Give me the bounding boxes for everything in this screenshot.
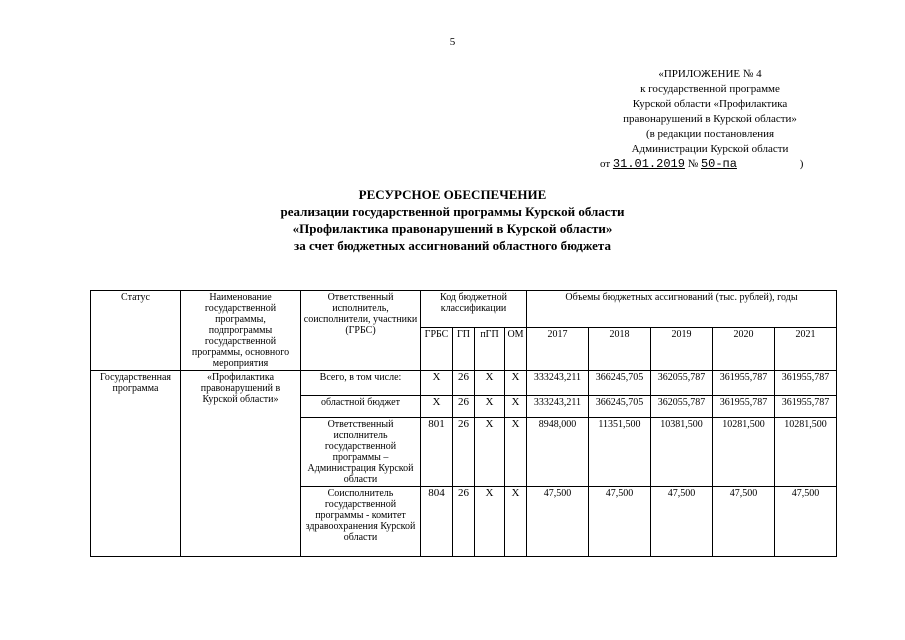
code-cell: X: [475, 418, 505, 487]
value-cell: 11351,500: [589, 418, 651, 487]
value-cell: 47,500: [527, 487, 589, 557]
value-cell: 333243,211: [527, 396, 589, 418]
header-status: Статус: [91, 291, 181, 371]
value-cell: 10281,500: [775, 418, 837, 487]
code-cell: X: [505, 371, 527, 396]
value-cell: 333243,211: [527, 371, 589, 396]
decree-date: 31.01.2019: [612, 157, 685, 171]
title-line: РЕСУРСНОЕ ОБЕСПЕЧЕНИЕ: [358, 187, 547, 202]
code-cell: X: [475, 396, 505, 418]
code-cell: X: [505, 418, 527, 487]
value-cell: 361955,787: [713, 371, 775, 396]
appendix-line: Курской области «Профилактика: [632, 98, 788, 110]
appendix-line: (в редакции постановления: [645, 128, 775, 140]
code-cell: 26: [453, 396, 475, 418]
title-line: «Профилактика правонарушений в Курской области»: [292, 221, 613, 236]
value-cell: 10381,500: [651, 418, 713, 487]
code-cell: 801: [421, 418, 453, 487]
code-cell: 804: [421, 487, 453, 557]
header-year: 2018: [589, 327, 651, 370]
table-row: [91, 371, 837, 396]
closing-paren: ): [799, 158, 804, 170]
value-cell: 366245,705: [589, 396, 651, 418]
header-code-group: Код бюджетной классификации: [421, 291, 527, 328]
header-code: ГП: [453, 327, 475, 370]
header-volumes-group: Объемы бюджетных ассигнований (тыс. рублей), годы: [527, 291, 837, 328]
value-cell: 361955,787: [713, 396, 775, 418]
code-cell: X: [421, 371, 453, 396]
document-title: [0, 186, 905, 254]
code-cell: X: [505, 487, 527, 557]
value-cell: 10281,500: [713, 418, 775, 487]
number-prefix: №: [687, 158, 699, 170]
value-cell: 362055,787: [651, 371, 713, 396]
executor-cell: Ответственный исполнитель государственной программы – Администрация Курской области: [301, 418, 421, 487]
header-code: ОМ: [505, 327, 527, 370]
status-cell: Государственная программа: [91, 371, 181, 557]
value-cell: 361955,787: [775, 396, 837, 418]
header-year: 2021: [775, 327, 837, 370]
code-cell: X: [475, 371, 505, 396]
header-code: ГРБС: [421, 327, 453, 370]
title-line: реализации государственной программы Курской области: [280, 204, 625, 219]
executor-cell: Всего, в том числе:: [301, 371, 421, 396]
value-cell: 47,500: [713, 487, 775, 557]
page-number: 5: [449, 36, 456, 48]
code-cell: 26: [453, 487, 475, 557]
value-cell: 47,500: [775, 487, 837, 557]
header-year: 2017: [527, 327, 589, 370]
date-prefix: от: [600, 158, 611, 170]
decree-number: 50-па: [700, 157, 737, 171]
code-cell: X: [505, 396, 527, 418]
appendix-line: к государственной программе: [640, 83, 780, 95]
appendix-line: Администрации Курской области: [631, 143, 789, 155]
executor-cell: областной бюджет: [301, 396, 421, 418]
header-code: пГП: [475, 327, 505, 370]
value-cell: 47,500: [589, 487, 651, 557]
header-executor: Ответственный исполнитель, соисполнители, участники (ГРБС): [301, 291, 421, 371]
value-cell: 8948,000: [527, 418, 589, 487]
code-cell: X: [475, 487, 505, 557]
appendix-line: «ПРИЛОЖЕНИЕ № 4: [658, 68, 762, 80]
code-cell: X: [421, 396, 453, 418]
appendix-date-line: [560, 157, 860, 172]
header-year: 2019: [651, 327, 713, 370]
appendix-line: правонарушений в Курской области»: [623, 113, 797, 125]
header-name: Наименование государственной программы, подпрограммы государственной программы, основного мероприятия: [181, 291, 301, 371]
program-name-cell: «Профилактика правонарушений в Курской области»: [181, 371, 301, 557]
code-cell: 26: [453, 371, 475, 396]
value-cell: 362055,787: [651, 396, 713, 418]
executor-cell: Соисполнитель государственной программы - комитет здравоохранения Курской области: [301, 487, 421, 557]
resource-table: [90, 290, 837, 557]
value-cell: 366245,705: [589, 371, 651, 396]
value-cell: 361955,787: [775, 371, 837, 396]
code-cell: 26: [453, 418, 475, 487]
header-year: 2020: [713, 327, 775, 370]
value-cell: 47,500: [651, 487, 713, 557]
appendix-header: [560, 67, 860, 172]
title-line: за счет бюджетных ассигнований областного бюджета: [294, 238, 611, 253]
